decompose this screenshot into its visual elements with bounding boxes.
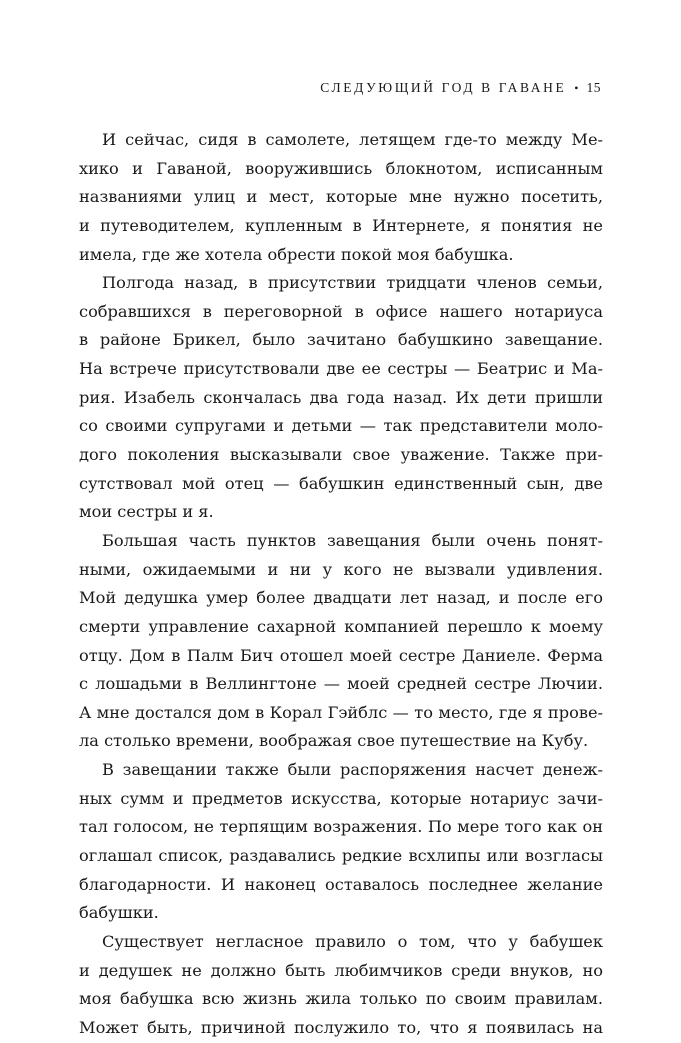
text-line: мои сестры и я. <box>79 502 214 522</box>
text-line: названиями улиц и мест, которые мне нужно посетить, <box>79 187 603 207</box>
text-line: оглашал список, раздавались редкие всхлипы или возгласы <box>79 846 603 866</box>
text-line: отцу. Дом в Палм Бич отошел моей сестре Даниеле. Ферма <box>79 645 603 665</box>
text-line: хико и Гаваной, вооружившись блокнотом, исписанным <box>79 158 603 178</box>
text-line: смерти управление сахарной компанией перешло к моему <box>79 616 603 636</box>
text-line: тал голосом, не терпящим возражения. По мере того как он <box>79 817 603 837</box>
text-line: сутствовал мой отец — бабушкин единственный сын, две <box>79 473 603 493</box>
text-line: Полгода назад, в присутствии тридцати членов семьи, <box>102 273 603 293</box>
text-line: ными, ожидаемыми и ни у кого не вызвали удивления. <box>79 559 603 579</box>
text-line: Большая часть пунктов завещания были очень понят- <box>102 530 603 550</box>
text-line: бабушки. <box>79 903 159 923</box>
running-head-bullet: • <box>574 81 579 95</box>
body-text <box>79 126 603 1043</box>
text-line: А мне достался дом в Корал Гэйблс — то место, где я прове- <box>79 702 603 722</box>
text-line: Мой дедушка умер более двадцати лет назад, и после его <box>79 588 603 608</box>
running-head <box>0 78 601 98</box>
text-line: ла столько времени, воображая свое путешествие на Кубу. <box>79 731 589 751</box>
running-head-title: СЛЕДУЮЩИЙ ГОД В ГАВАНЕ <box>320 80 567 95</box>
text-line: дого поколения высказывали свое уважение. Также при- <box>79 445 603 465</box>
text-line: со своими супругами и детьми — так представители моло- <box>79 416 603 436</box>
text-line: На встрече присутствовали две ее сестры — Беатрис и Ма- <box>79 359 603 379</box>
text-line: Может быть, причиной послужило то, что я появилась на <box>79 1017 603 1037</box>
text-line: И сейчас, сидя в самолете, летящем где-то между Ме- <box>102 130 603 149</box>
text-line: имела, где же хотела обрести покой моя бабушка. <box>79 244 514 264</box>
page-number: 15 <box>586 80 601 95</box>
text-line: и дедушек не должно быть любимчиков среди внуков, но <box>79 960 603 980</box>
text-line: в районе Брикел, было зачитано бабушкино завещание. <box>79 330 603 350</box>
text-line: благодарности. И наконец оставалось последнее желание <box>79 874 603 894</box>
text-line: ных сумм и предметов искусства, которые нотариус зачи- <box>79 788 603 808</box>
text-line: собравшихся в переговорной в офисе нашего нотариуса <box>79 301 603 321</box>
text-line: моя бабушка всю жизнь жила только по своим правилам. <box>79 989 603 1009</box>
text-line: и путеводителем, купленным в Интернете, я понятия не <box>79 215 603 235</box>
text-line: с лошадьми в Веллингтоне — моей средней сестре Лючии. <box>79 674 603 694</box>
text-line: В завещании также были распоряжения насчет денеж- <box>102 760 603 780</box>
text-line: Существует негласное правило о том, что у бабушек <box>102 931 603 951</box>
text-line: рия. Изабель скончалась два года назад. Их дети пришли <box>79 387 603 407</box>
